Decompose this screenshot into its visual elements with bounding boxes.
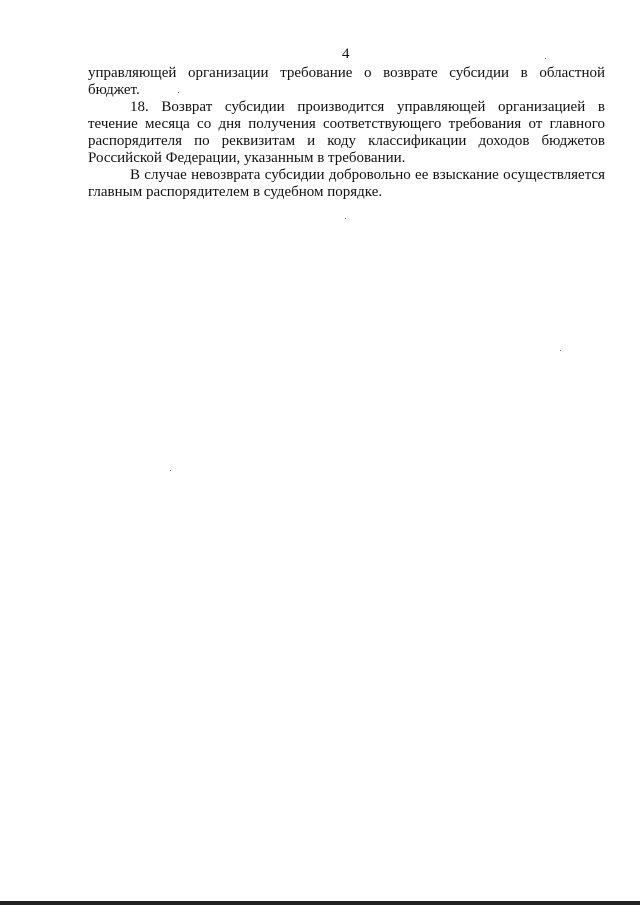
text-line: распорядителя по реквизитам и коду классификации доходов бюджетов: [88, 133, 605, 149]
page-number: 4: [342, 46, 350, 62]
paragraph-18-start: 18. Возврат субсидии производится управляющей организацией в: [130, 99, 605, 115]
document-body: [88, 65, 605, 201]
scan-speck: [170, 470, 171, 471]
scan-speck: [560, 350, 561, 351]
paragraph-start: В случае невозврата субсидии добровольно ее взыскание осуществляется: [130, 167, 605, 183]
text-line: управляющей организации требование о возврате субсидии в областной: [88, 65, 605, 81]
text-line: главным распорядителем в судебном порядке.: [88, 184, 383, 200]
text-line: течение месяца со дня получения соответствующего требования от главного: [88, 116, 605, 132]
scan-speck: [178, 92, 179, 93]
text-line: бюджет.: [88, 82, 140, 98]
scan-speck: [545, 58, 546, 59]
scan-speck: [345, 218, 346, 219]
text-line: Российской Федерации, указанным в требовании.: [88, 150, 406, 166]
scan-edge: [0, 901, 640, 905]
